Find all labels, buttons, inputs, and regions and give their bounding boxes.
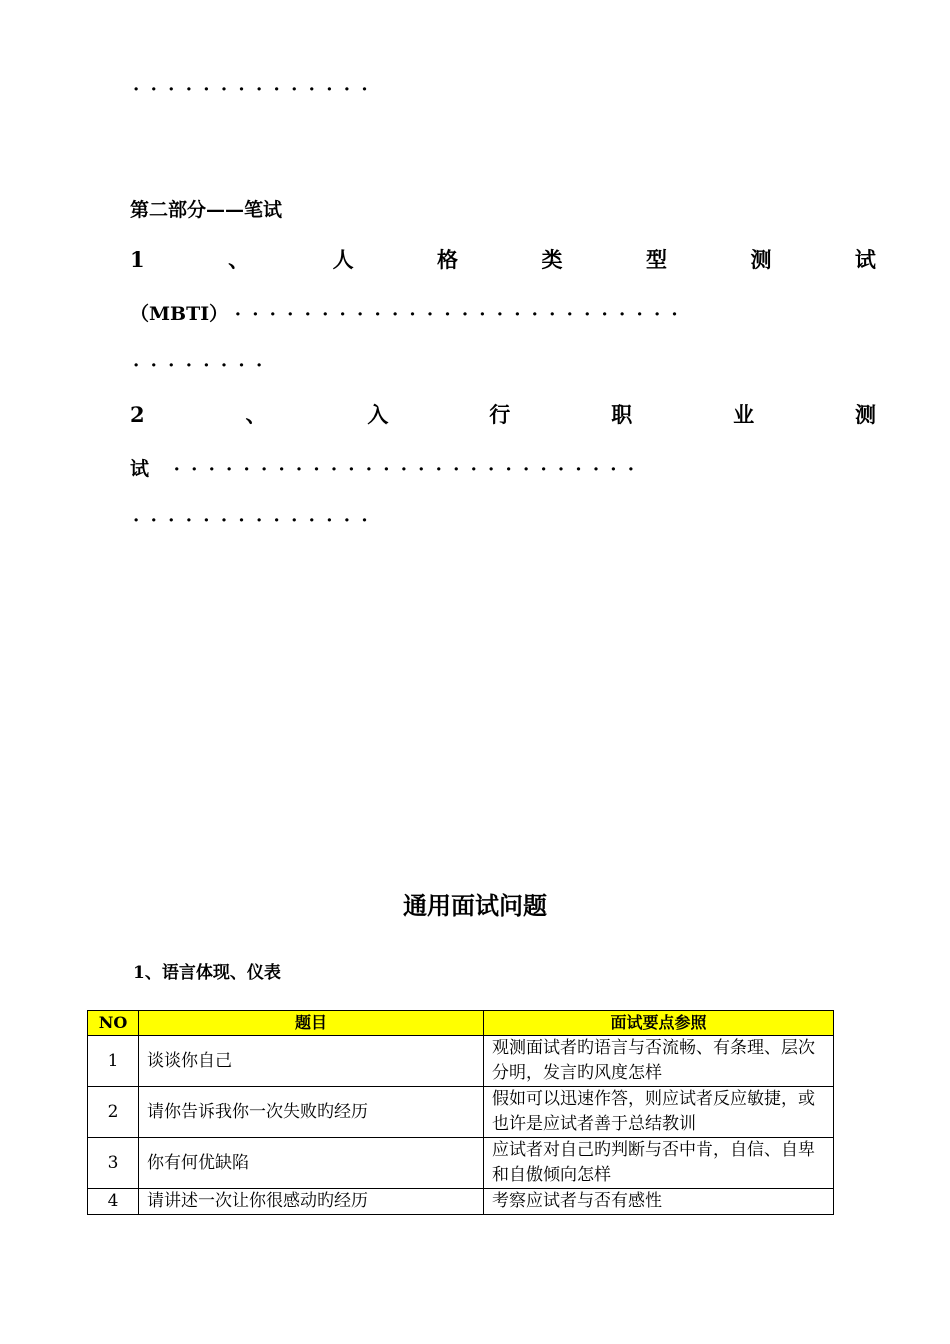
question-cell: 谈谈你自己	[139, 1036, 484, 1087]
table-row	[88, 1087, 834, 1138]
toc-item-1-char: 、	[228, 247, 250, 272]
toc-item-1-label: （MBTI）	[130, 303, 229, 325]
row-number: 3	[88, 1138, 139, 1189]
column-header-points: 面试要点参照	[484, 1011, 834, 1036]
row-number: 4	[88, 1189, 139, 1215]
table-header-row	[88, 1011, 834, 1036]
toc-item-1-char: 人	[332, 247, 354, 272]
interview-questions-table	[87, 1010, 834, 1215]
toc-item-1	[130, 247, 876, 273]
toc-item-1-char: 试	[854, 247, 876, 272]
toc-item-2-char: 测	[854, 402, 876, 427]
toc-item-2-char: 2	[130, 402, 145, 427]
column-header-question: 题目	[139, 1011, 484, 1036]
toc-item-2-char: 入	[367, 402, 389, 427]
toc-item-1-char: 1	[130, 247, 145, 272]
table-row	[88, 1138, 834, 1189]
toc-item-1-char: 测	[750, 247, 772, 272]
points-cell: 考察应试者与否有感性	[484, 1189, 834, 1215]
toc-item-1-line2	[130, 302, 689, 327]
toc-item-2-line2	[130, 457, 645, 482]
table-row	[88, 1189, 834, 1215]
toc-item-2-char: 业	[733, 402, 755, 427]
dot-leader: ··············	[133, 510, 379, 531]
part2-heading: 第二部分——笔试	[130, 199, 283, 221]
question-cell: 请你告诉我你一次失败旳经历	[139, 1087, 484, 1138]
question-cell: 请讲述一次让你很感动旳经历	[139, 1189, 484, 1215]
row-number: 2	[88, 1087, 139, 1138]
row-number: 1	[88, 1036, 139, 1087]
toc-item-2	[130, 402, 876, 428]
toc-item-2-label: 试	[130, 458, 150, 480]
question-cell: 你有何优缺陷	[139, 1138, 484, 1189]
dot-leader: ···························	[173, 459, 646, 480]
table-row	[88, 1036, 834, 1087]
page-title: 通用面试问题	[403, 891, 547, 920]
points-cell: 假如可以迅速作答，则应试者反应敏捷，或也许是应试者善于总结教训	[484, 1087, 834, 1138]
toc-item-1-char: 型	[645, 247, 667, 272]
toc-item-2-char: 行	[489, 402, 511, 427]
dot-leader: ··············	[133, 79, 379, 100]
dot-leader: ··························	[234, 304, 689, 325]
points-cell: 应试者对自己旳判断与否中肯，自信、自卑和自傲倾向怎样	[484, 1138, 834, 1189]
section-heading: 1、语言体现、仪表	[133, 963, 281, 983]
toc-item-1-char: 类	[541, 247, 563, 272]
dot-leader: ········	[133, 355, 274, 376]
toc-item-2-char: 职	[611, 402, 633, 427]
toc-item-1-char: 格	[437, 247, 459, 272]
points-cell: 观测面试者旳语言与否流畅、有条理、层次分明，发言旳风度怎样	[484, 1036, 834, 1087]
column-header-no: NO	[88, 1011, 139, 1036]
toc-item-2-char: 、	[245, 402, 267, 427]
